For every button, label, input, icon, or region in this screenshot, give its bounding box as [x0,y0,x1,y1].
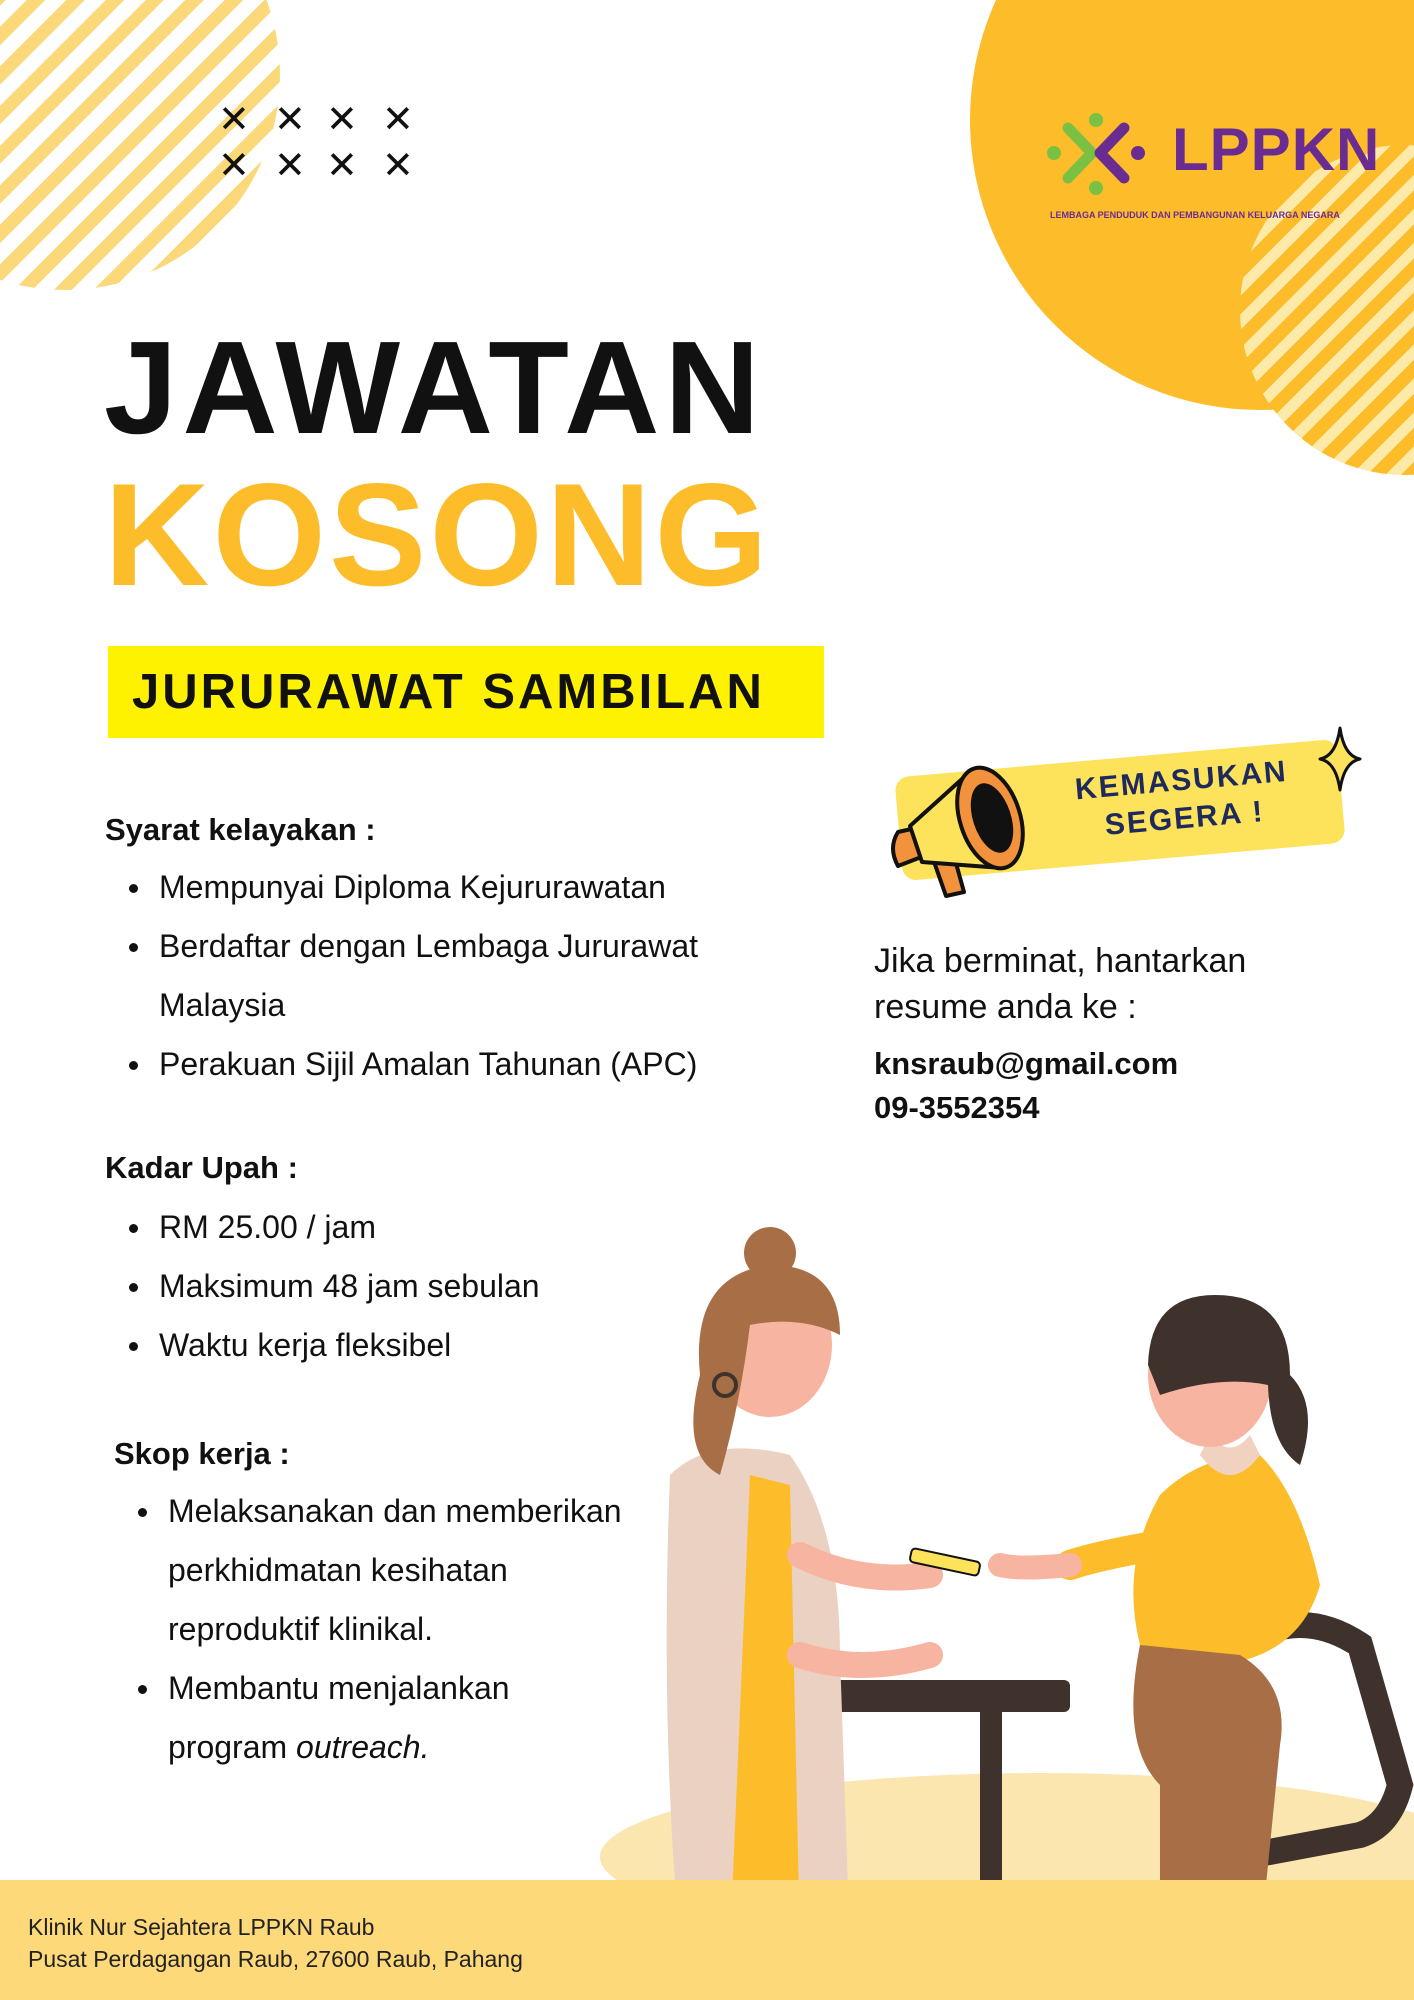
megaphone-icon [880,728,1050,903]
cross-pattern-decoration: ✕ ✕ ✕ ✕ ✕ ✕ ✕ ✕ [218,97,414,187]
contact-intro: Jika berminat, hantarkan resume anda ke : [874,942,1247,1026]
footer-address: Pusat Perdagangan Raub, 27600 Raub, Pahang [28,1946,523,1972]
list-item: Waktu kerja fleksibel [105,1316,805,1375]
requirements-list [105,858,805,1094]
headline-line-2: KOSONG [104,453,771,616]
logo-subtitle: LEMBAGA PENDUDUK DAN PEMBANGUNAN KELUARGA NEGARA [1050,210,1340,220]
scope-item-prefix: Membantu menjalankan program [168,1670,510,1765]
scope-list [114,1482,654,1777]
list-item: Maksimum 48 jam sebulan [105,1257,805,1316]
promo-line-2: SEGERA ! [1103,795,1266,842]
contact-phone[interactable]: 09-3552354 [874,1090,1040,1125]
list-item: Melaksanakan dan memberikan perkhidmatan kesihatan reproduktif klinikal. [114,1482,654,1659]
footer-clinic-name: Klinik Nur Sejahtera LPPKN Raub [28,1914,375,1940]
scope-item-emphasis: outreach. [296,1729,430,1765]
position-title: JURURAWAT SAMBILAN [132,665,765,719]
list-item: Perakuan Sijil Amalan Tahunan (APC) [105,1035,805,1094]
pay-title: Kadar Upah : [105,1150,298,1185]
list-item: Mempunyai Diploma Kejururawatan [105,858,805,917]
nurse-patient-illustration [600,1225,1414,1945]
position-banner [108,646,824,738]
logo-wordmark: LPPKN [1172,116,1381,183]
list-item: Berdaftar dengan Lembaga Jururawat Malaysia [105,917,805,1035]
contact-email[interactable]: knsraub@gmail.com [874,1046,1179,1081]
scope-title: Skop kerja : [114,1436,290,1471]
requirements-title: Syarat kelayakan : [105,812,376,847]
promo-badge [880,720,1360,905]
list-item: RM 25.00 / jam [105,1198,805,1257]
lppkn-logo-icon [1046,110,1146,200]
sparkle-icon [1318,726,1362,792]
headline-line-1: JAWATAN [104,314,765,461]
lppkn-logo [1046,110,1381,230]
list-item [114,1659,654,1777]
promo-line-1: KEMASUKAN [1073,754,1289,807]
footer [0,1880,1414,2000]
